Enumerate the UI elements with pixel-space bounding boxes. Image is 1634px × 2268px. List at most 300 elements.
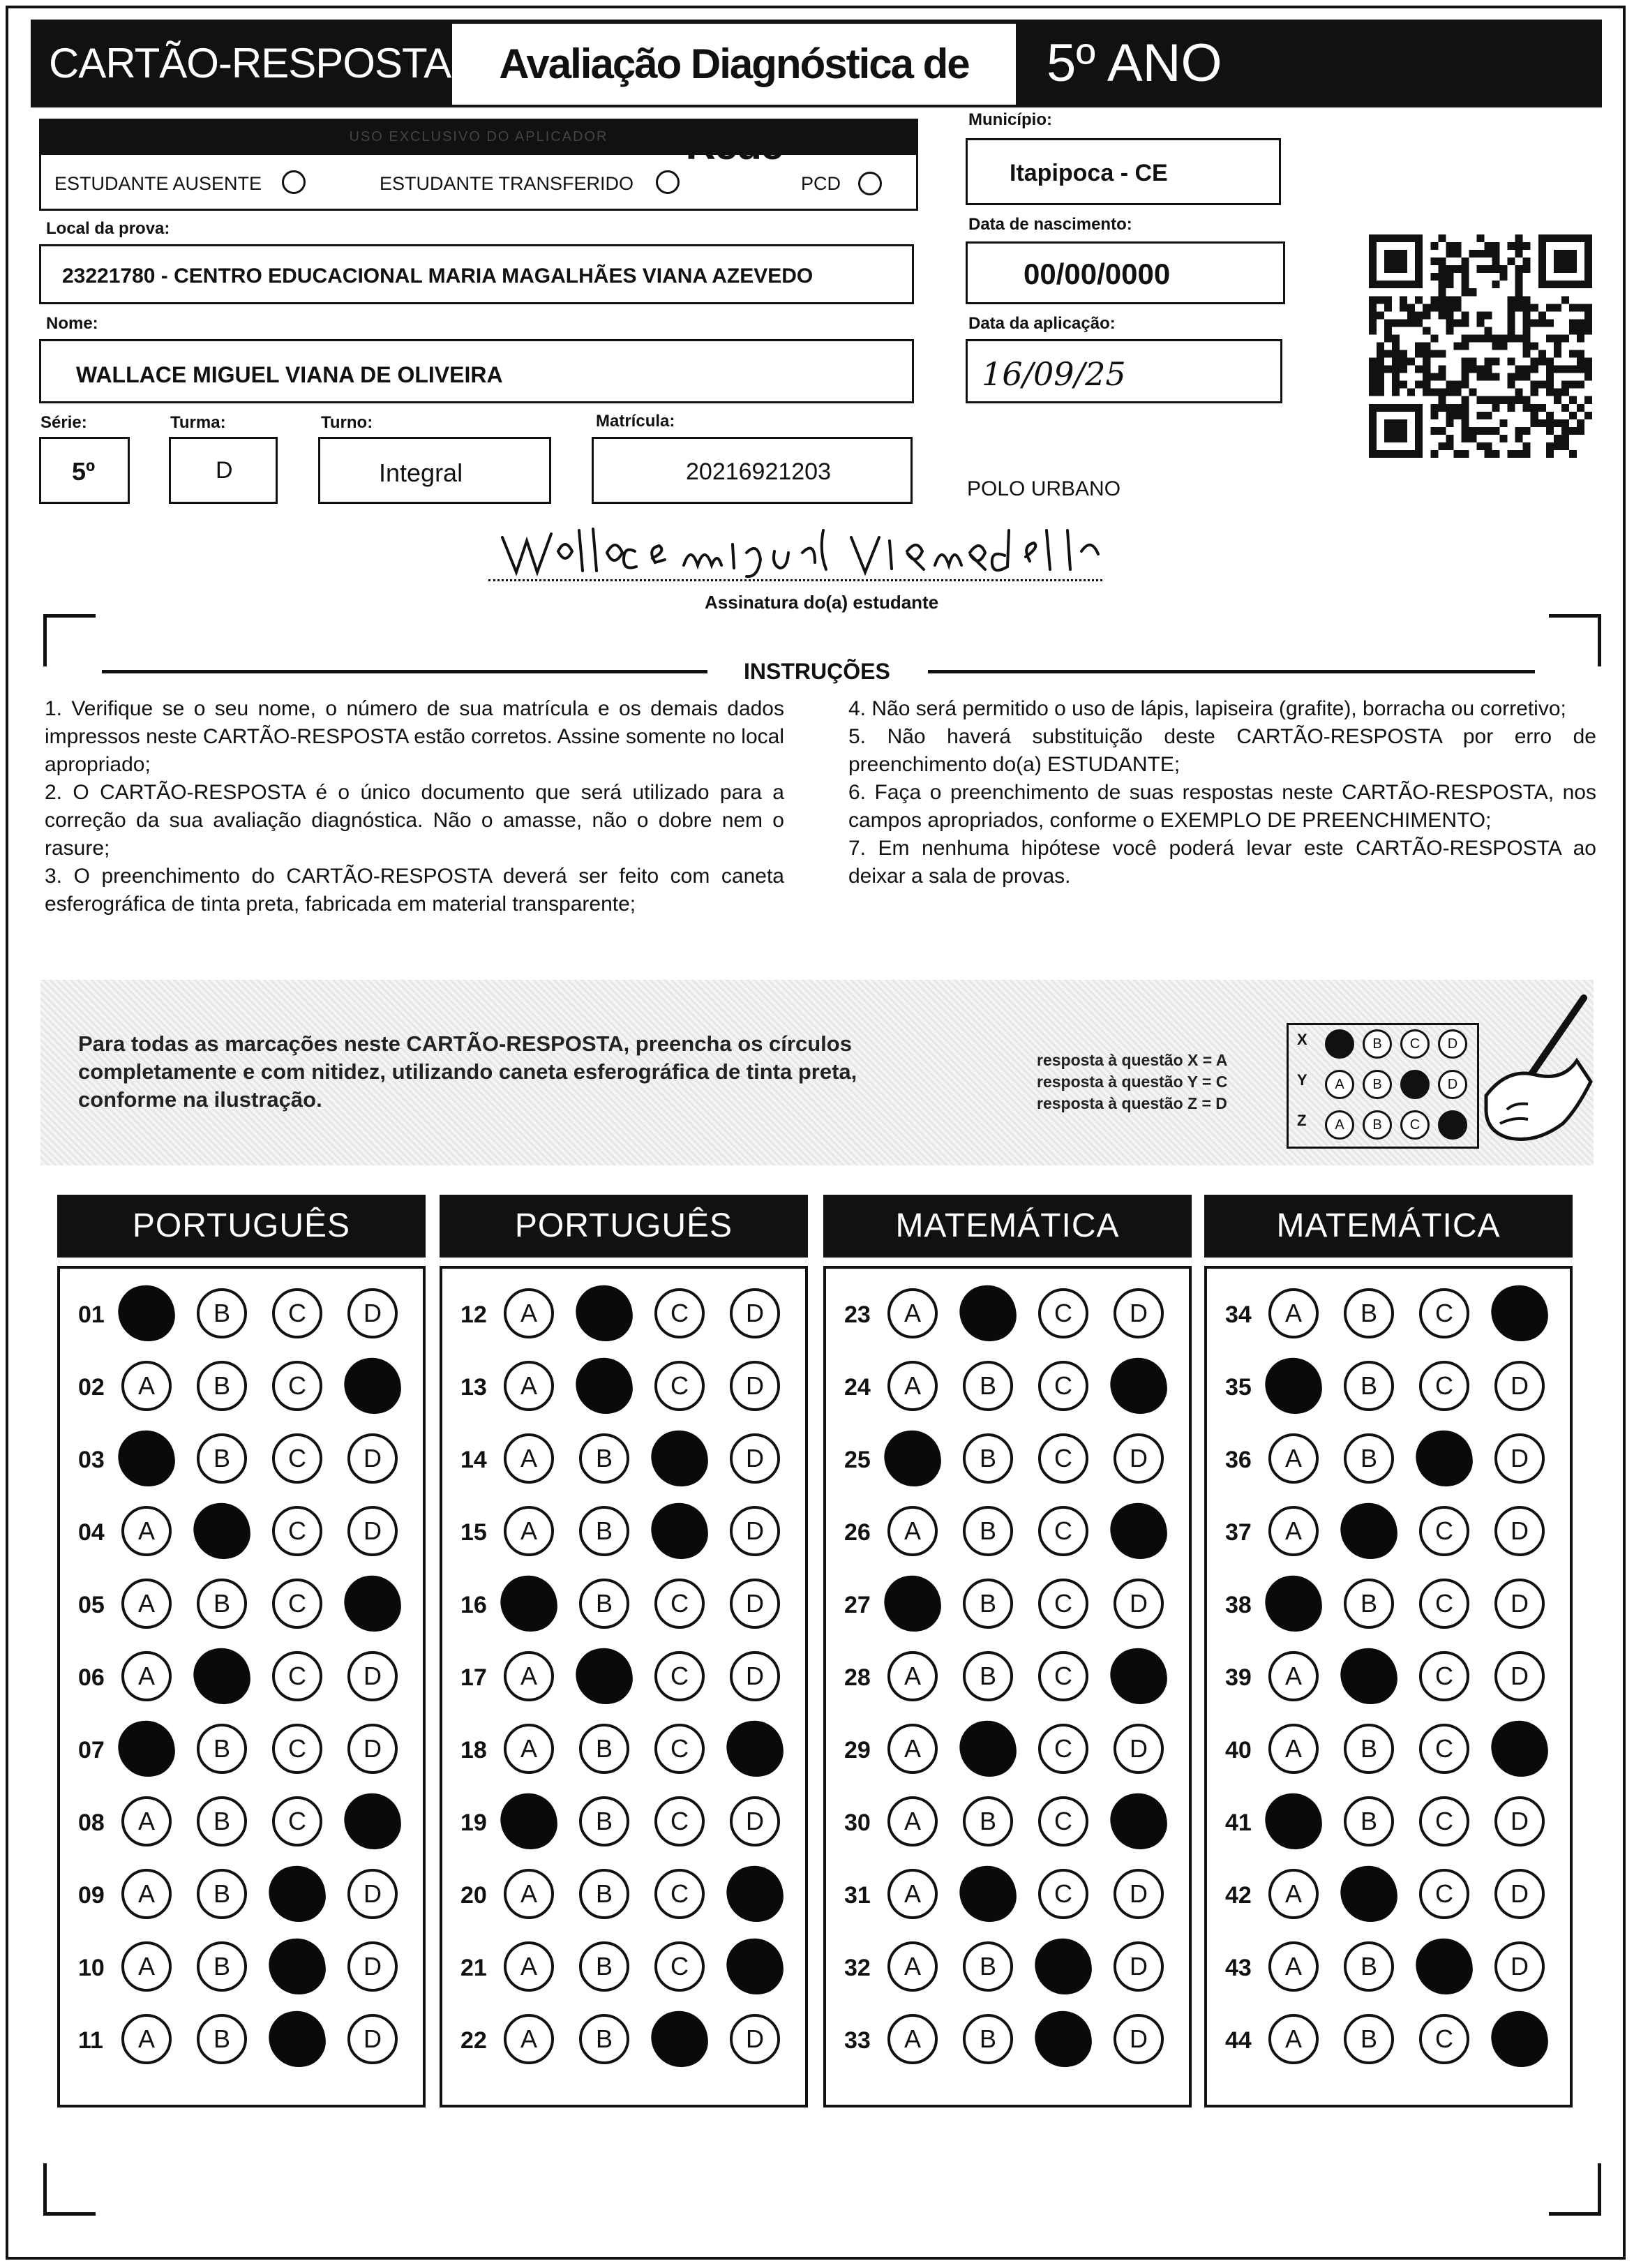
answer-bubble-a[interactable]: A [887, 1506, 938, 1556]
question-number: 37 [1225, 1519, 1252, 1546]
answer-bubble-d[interactable]: D [723, 1717, 786, 1780]
answer-bubble-c[interactable]: C [1038, 1651, 1088, 1701]
answer-bubble-c[interactable]: C [265, 1862, 329, 1925]
answer-bubble-c[interactable]: C [654, 1724, 705, 1774]
nome-label: Nome: [46, 314, 98, 333]
answer-bubble-c[interactable]: C [1419, 1506, 1469, 1556]
question-row [78, 2011, 406, 2070]
answer-bubble-b[interactable]: B [963, 1941, 1013, 1992]
corner-mark-bottom-left [43, 2163, 96, 2216]
answer-bubble-c[interactable]: C [654, 1941, 705, 1992]
answer-bubble-a[interactable]: A [504, 1724, 554, 1774]
answer-bubble-a[interactable]: A [504, 1288, 554, 1338]
answer-bubble-d[interactable]: D [730, 2014, 780, 2064]
reserved-label: USO EXCLUSIVO DO APLICADOR [39, 119, 918, 155]
local-field: 23221780 - CENTRO EDUCACIONAL MARIA MAGALHÃES VIANA AZEVEDO [39, 244, 914, 304]
question-number: 42 [1225, 1882, 1252, 1909]
answer-bubble-a[interactable]: A [887, 1869, 938, 1919]
question-number: 11 [78, 2027, 103, 2054]
question-number: 15 [460, 1519, 487, 1546]
answer-bubble-d[interactable]: D [1494, 1869, 1545, 1919]
answer-bubble-b[interactable]: B [579, 1941, 629, 1992]
answer-bubble-d[interactable]: D [347, 1506, 398, 1556]
answer-bubble-b[interactable]: B [956, 1862, 1019, 1925]
answer-bubble-a[interactable]: A [880, 1572, 944, 1635]
question-row [1225, 1503, 1553, 1562]
question-number: 12 [460, 1301, 487, 1328]
example-row-label: Y [1297, 1071, 1307, 1089]
question-number: 05 [78, 1592, 105, 1618]
answer-bubble-c[interactable]: C [1038, 1796, 1088, 1847]
answer-bubble-d[interactable]: D [723, 1862, 786, 1925]
answer-bubble-b[interactable]: B [572, 1644, 636, 1708]
question-number: 39 [1225, 1664, 1252, 1691]
example-bubble: A [1325, 1110, 1354, 1140]
answer-bubble-d[interactable]: D [730, 1651, 780, 1701]
answer-bubble-b[interactable]: B [579, 2014, 629, 2064]
qr-code [1369, 234, 1592, 458]
answer-bubble-d[interactable]: D [730, 1361, 780, 1411]
instructions-left [45, 695, 784, 918]
answer-bubble-b[interactable]: B [572, 1281, 636, 1345]
answer-bubble-d[interactable]: D [1114, 1433, 1164, 1484]
answer-bubble-d[interactable]: D [1114, 1579, 1164, 1629]
answer-bubble-a[interactable]: A [1268, 1941, 1319, 1992]
instruction-item: 6. Faça o preenchimento de suas respostas neste CARTÃO-RESPOSTA, nos campos apropriados, conforme o EXEMPLO DE PREENCHIMENTO; [848, 781, 1596, 832]
question-number: 02 [78, 1374, 105, 1401]
example-legend [1037, 1050, 1227, 1114]
answer-bubble-b[interactable]: B [197, 1796, 247, 1847]
question-row [460, 1648, 788, 1707]
answer-bubble-a[interactable]: A [114, 1281, 178, 1345]
question-row [1225, 1793, 1553, 1852]
answer-bubble-a[interactable]: A [887, 1941, 938, 1992]
answer-bubble-c[interactable]: C [272, 1288, 322, 1338]
answer-bubble-a[interactable]: A [121, 1579, 172, 1629]
question-row [78, 1358, 406, 1417]
answer-bubble-b[interactable]: B [1337, 1862, 1400, 1925]
corner-mark-bottom-right [1549, 2163, 1601, 2216]
answer-column-3 [823, 1266, 1192, 2107]
instruction-item: 4. Não será permitido o uso de lápis, lapiseira (grafite), borracha ou corretivo; [848, 697, 1566, 720]
answer-bubble-a[interactable]: A [504, 1869, 554, 1919]
answer-bubble-b[interactable]: B [197, 2014, 247, 2064]
answer-bubble-d[interactable]: D [347, 1433, 398, 1484]
answer-bubble-a[interactable]: A [1268, 1288, 1319, 1338]
answer-bubble-b[interactable]: B [963, 1433, 1013, 1484]
answer-bubble-d[interactable]: D [347, 1869, 398, 1919]
question-number: 04 [78, 1519, 105, 1546]
answer-bubble-b[interactable]: B [963, 2014, 1013, 2064]
question-number: 34 [1225, 1301, 1252, 1328]
answer-bubble-c[interactable]: C [1419, 1869, 1469, 1919]
example-grid [1287, 1023, 1479, 1149]
question-number: 18 [460, 1737, 487, 1763]
answer-bubble-d[interactable]: D [347, 2014, 398, 2064]
example-bubble: A [1325, 1029, 1354, 1059]
question-number: 38 [1225, 1592, 1252, 1618]
answer-bubble-c[interactable]: C [1031, 1934, 1095, 1998]
question-number: 13 [460, 1374, 487, 1401]
answer-bubble-b[interactable]: B [197, 1579, 247, 1629]
turma-field: D [169, 437, 278, 504]
answer-bubble-a[interactable]: A [1261, 1354, 1325, 1417]
answer-bubble-c[interactable]: C [272, 1796, 322, 1847]
question-row [844, 1866, 1172, 1925]
answer-bubble-c[interactable]: C [1038, 1288, 1088, 1338]
answer-bubble-c[interactable]: C [1419, 1796, 1469, 1847]
answer-bubble-a[interactable]: A [887, 1796, 938, 1847]
answer-bubble-d[interactable]: D [1494, 1579, 1545, 1629]
turno-field: Integral [318, 437, 551, 504]
answer-bubble-b[interactable]: B [1344, 1433, 1394, 1484]
answer-bubble-a[interactable]: A [887, 1288, 938, 1338]
question-row [78, 1866, 406, 1925]
answer-bubble-a[interactable]: A [1268, 2014, 1319, 2064]
answer-bubble-d[interactable]: D [1487, 1717, 1551, 1780]
answer-bubble-b[interactable]: B [579, 1433, 629, 1484]
answer-bubble-b[interactable]: B [579, 1869, 629, 1919]
question-number: 33 [844, 2027, 871, 2054]
question-number: 26 [844, 1519, 871, 1546]
instruction-item: 3. O preenchimento do CARTÃO-RESPOSTA deverá ser feito com caneta esferográfica de tinta preta, fabricada em material transparente; [45, 865, 784, 916]
answer-bubble-c[interactable]: C [272, 1724, 322, 1774]
nascimento-label: Data de nascimento: [968, 215, 1132, 234]
answer-bubble-c[interactable]: C [654, 1651, 705, 1701]
nome-field: WALLACE MIGUEL VIANA DE OLIVEIRA [39, 339, 914, 403]
answer-bubble-b[interactable]: B [197, 1361, 247, 1411]
answer-bubble-b[interactable]: B [1344, 1579, 1394, 1629]
answer-bubble-d[interactable]: D [1494, 1796, 1545, 1847]
question-row [844, 1939, 1172, 1997]
answer-column-4 [1204, 1266, 1573, 2107]
question-number: 22 [460, 2027, 487, 2054]
answer-bubble-b[interactable]: B [1344, 1724, 1394, 1774]
answer-bubble-d[interactable]: D [347, 1651, 398, 1701]
answer-bubble-d[interactable]: D [1494, 1506, 1545, 1556]
answer-bubble-a[interactable]: A [1261, 1572, 1325, 1635]
turno-label: Turno: [321, 413, 373, 432]
question-number: 44 [1225, 2027, 1252, 2054]
question-number: 41 [1225, 1810, 1252, 1836]
column-header-matematica-1: MATEMÁTICA [823, 1195, 1192, 1258]
answer-bubble-c[interactable]: C [272, 1651, 322, 1701]
answer-bubble-b[interactable]: B [197, 1869, 247, 1919]
answer-bubble-a[interactable]: A [504, 1433, 554, 1484]
answer-bubble-c[interactable]: C [654, 1288, 705, 1338]
corner-mark-top-left [43, 614, 96, 666]
aplicacao-field: 16/09/25 [966, 339, 1282, 403]
answer-column-2 [440, 1266, 808, 2107]
answer-bubble-c[interactable]: C [1419, 1724, 1469, 1774]
municipio-field: Itapipoca - CE [966, 138, 1281, 205]
question-number: 06 [78, 1664, 105, 1691]
example-bubble: C [1400, 1029, 1430, 1059]
question-row [1225, 1285, 1553, 1344]
question-row [460, 1576, 788, 1634]
answer-bubble-c[interactable]: C [1419, 1288, 1469, 1338]
question-number: 30 [844, 1810, 871, 1836]
sheet-title: CARTÃO-RESPOSTA [49, 40, 451, 87]
polo-label: POLO URBANO [967, 477, 1121, 500]
question-row [1225, 1576, 1553, 1634]
answer-bubble-d[interactable]: D [340, 1572, 404, 1635]
answer-bubble-a[interactable]: A [121, 1506, 172, 1556]
question-row [1225, 1648, 1553, 1707]
pcd-bubble[interactable] [858, 172, 882, 195]
question-number: 31 [844, 1882, 871, 1909]
answer-bubble-c[interactable]: C [1038, 1869, 1088, 1919]
example-bubble: C [1400, 1070, 1430, 1099]
question-number: 29 [844, 1737, 871, 1763]
answer-bubble-a[interactable]: A [887, 1361, 938, 1411]
answer-bubble-b[interactable]: B [197, 1288, 247, 1338]
question-row [78, 1431, 406, 1489]
answer-bubble-a[interactable]: A [114, 1426, 178, 1490]
answer-bubble-b[interactable]: B [956, 1717, 1019, 1780]
answer-bubble-d[interactable]: D [1114, 1941, 1164, 1992]
answer-bubble-c[interactable]: C [1419, 1361, 1469, 1411]
nascimento-field: 00/00/0000 [966, 241, 1285, 304]
pcd-label: PCD [801, 173, 841, 194]
answer-bubble-d[interactable]: D [1494, 1651, 1545, 1701]
answer-bubble-b[interactable]: B [963, 1361, 1013, 1411]
answer-bubble-d[interactable]: D [730, 1433, 780, 1484]
question-number: 07 [78, 1737, 105, 1763]
answer-bubble-d[interactable]: D [1114, 1724, 1164, 1774]
answer-bubble-a[interactable]: A [1261, 1789, 1325, 1853]
answer-bubble-b[interactable]: B [1344, 2014, 1394, 2064]
answer-bubble-c[interactable]: C [1412, 1934, 1476, 1998]
answer-bubble-c[interactable]: C [654, 1796, 705, 1847]
question-number: 09 [78, 1882, 105, 1909]
answer-bubble-b[interactable]: B [1344, 1941, 1394, 1992]
answer-bubble-a[interactable]: A [497, 1572, 560, 1635]
signature-line [488, 579, 1102, 581]
answer-bubble-b[interactable]: B [579, 1506, 629, 1556]
question-row [78, 1721, 406, 1780]
serie-field: 5º [39, 437, 130, 504]
answer-bubble-a[interactable]: A [121, 1361, 172, 1411]
answer-bubble-a[interactable]: A [887, 2014, 938, 2064]
example-instruction: Para todas as marcações neste CARTÃO-RESPOSTA, preencha os círculos completamente e com nitidez, utilizando caneta esferográfica de tinta preta, conforme na ilustração. [78, 1031, 857, 1112]
answer-bubble-d[interactable]: D [730, 1506, 780, 1556]
answer-bubble-b[interactable]: B [1344, 1361, 1394, 1411]
answer-bubble-b[interactable]: B [1337, 1644, 1400, 1708]
answer-bubble-c[interactable]: C [1038, 1361, 1088, 1411]
answer-bubble-a[interactable]: A [887, 1724, 938, 1774]
answer-bubble-d[interactable]: D [347, 1724, 398, 1774]
answer-bubble-d[interactable]: D [1494, 1361, 1545, 1411]
instructions-right [848, 695, 1596, 890]
answer-bubble-c[interactable]: C [1038, 1506, 1088, 1556]
answer-bubble-d[interactable]: D [730, 1288, 780, 1338]
column-header-portugues-2: PORTUGUÊS [440, 1195, 808, 1258]
answer-bubble-b[interactable]: B [190, 1644, 253, 1708]
answer-bubble-c[interactable]: C [272, 1361, 322, 1411]
answer-bubble-a[interactable]: A [114, 1717, 178, 1780]
answer-bubble-d[interactable]: D [723, 1934, 786, 1998]
answer-bubble-a[interactable]: A [1268, 1651, 1319, 1701]
answer-bubble-b[interactable]: B [963, 1796, 1013, 1847]
question-row [460, 1866, 788, 1925]
example-legend-x: resposta à questão X = A [1037, 1051, 1228, 1069]
instruction-item: 1. Verifique se o seu nome, o número de sua matrícula e os demais dados impressos neste CARTÃO-RESPOSTA estão corretos. Assine somente no local apropriado; [45, 697, 784, 776]
column-header-portugues-1: PORTUGUÊS [57, 1195, 426, 1258]
answer-bubble-c[interactable]: C [1038, 1724, 1088, 1774]
question-row [844, 1285, 1172, 1344]
answer-bubble-b[interactable]: B [963, 1579, 1013, 1629]
answer-bubble-b[interactable]: B [579, 1796, 629, 1847]
answer-bubble-c[interactable]: C [272, 1433, 322, 1484]
answer-bubble-c[interactable]: C [654, 1869, 705, 1919]
answer-bubble-c[interactable]: C [647, 1499, 711, 1562]
answer-bubble-d[interactable]: D [347, 1941, 398, 1992]
answer-bubble-b[interactable]: B [197, 1724, 247, 1774]
student-signature [488, 509, 1102, 586]
answer-bubble-a[interactable]: A [121, 1869, 172, 1919]
question-number: 20 [460, 1882, 487, 1909]
answer-bubble-a[interactable]: A [880, 1426, 944, 1490]
answer-bubble-d[interactable]: D [1107, 1354, 1170, 1417]
question-row [460, 1285, 788, 1344]
answer-bubble-a[interactable]: A [121, 1941, 172, 1992]
question-row [844, 2011, 1172, 2070]
question-row [844, 1648, 1172, 1707]
question-number: 43 [1225, 1955, 1252, 1981]
answer-bubble-b[interactable]: B [1344, 1796, 1394, 1847]
answer-bubble-a[interactable]: A [121, 1796, 172, 1847]
answer-bubble-a[interactable]: A [504, 1651, 554, 1701]
answer-bubble-b[interactable]: B [1337, 1499, 1400, 1562]
answer-bubble-a[interactable]: A [504, 1941, 554, 1992]
answer-bubble-d[interactable]: D [730, 1579, 780, 1629]
question-row [1225, 1939, 1553, 1997]
answer-bubble-b[interactable]: B [190, 1499, 253, 1562]
question-row [844, 1576, 1172, 1634]
answer-bubble-b[interactable]: B [572, 1354, 636, 1417]
corner-mark-top-right [1549, 614, 1601, 666]
answer-bubble-b[interactable]: B [963, 1506, 1013, 1556]
answer-bubble-d[interactable]: D [1487, 2007, 1551, 2071]
example-bubble: D [1438, 1110, 1467, 1140]
question-number: 21 [460, 1955, 487, 1981]
answer-bubble-c[interactable]: C [265, 2007, 329, 2071]
question-number: 25 [844, 1447, 871, 1473]
question-row [460, 1503, 788, 1562]
answer-bubble-d[interactable]: D [347, 1288, 398, 1338]
answer-bubble-b[interactable]: B [579, 1579, 629, 1629]
question-row [844, 1721, 1172, 1780]
answer-bubble-b[interactable]: B [1344, 1288, 1394, 1338]
answer-bubble-a[interactable]: A [121, 1651, 172, 1701]
transferred-label: ESTUDANTE TRANSFERIDO [380, 173, 634, 194]
answer-bubble-d[interactable]: D [1487, 1281, 1551, 1345]
answer-bubble-c[interactable]: C [272, 1579, 322, 1629]
absent-bubble[interactable] [282, 170, 306, 194]
answer-bubble-d[interactable]: D [1107, 1644, 1170, 1708]
question-number: 36 [1225, 1447, 1252, 1473]
matricula-field: 20216921203 [592, 437, 913, 504]
answer-bubble-c[interactable]: C [1412, 1426, 1476, 1490]
answer-bubble-a[interactable]: A [504, 1506, 554, 1556]
question-number: 19 [460, 1810, 487, 1836]
answer-bubble-d[interactable]: D [1114, 1869, 1164, 1919]
municipio-label: Município: [968, 110, 1052, 129]
question-row [78, 1648, 406, 1707]
answer-bubble-c[interactable]: C [647, 2007, 711, 2071]
answer-bubble-a[interactable]: A [1268, 1433, 1319, 1484]
answer-bubble-d[interactable]: D [1114, 1288, 1164, 1338]
answer-bubble-a[interactable]: A [504, 2014, 554, 2064]
answer-bubble-c[interactable]: C [1419, 1651, 1469, 1701]
example-bubble: B [1363, 1029, 1392, 1059]
answer-bubble-d[interactable]: D [730, 1796, 780, 1847]
answer-bubble-a[interactable]: A [1268, 1724, 1319, 1774]
instructions-rule-left [102, 670, 707, 673]
matricula-label: Matrícula: [596, 412, 675, 431]
answer-bubble-c[interactable]: C [272, 1506, 322, 1556]
answer-bubble-d[interactable]: D [1107, 1499, 1170, 1562]
example-bubble: B [1363, 1110, 1392, 1140]
question-number: 16 [460, 1592, 487, 1618]
question-number: 32 [844, 1955, 871, 1981]
answer-bubble-c[interactable]: C [654, 1579, 705, 1629]
question-number: 23 [844, 1301, 871, 1328]
answer-bubble-c[interactable]: C [1031, 2007, 1095, 2071]
answer-bubble-a[interactable]: A [1268, 1506, 1319, 1556]
question-row [844, 1431, 1172, 1489]
example-bubble: A [1325, 1070, 1354, 1099]
question-row [844, 1793, 1172, 1852]
serie-label: Série: [40, 413, 87, 432]
answer-bubble-c[interactable]: C [654, 1361, 705, 1411]
transferred-bubble[interactable] [656, 170, 680, 194]
answer-bubble-a[interactable]: A [1268, 1869, 1319, 1919]
answer-bubble-c[interactable]: C [1038, 1579, 1088, 1629]
answer-bubble-c[interactable]: C [647, 1426, 711, 1490]
answer-bubble-a[interactable]: A [887, 1651, 938, 1701]
example-legend-z: resposta à questão Z = D [1037, 1094, 1227, 1112]
answer-bubble-b[interactable]: B [579, 1724, 629, 1774]
answer-bubble-d[interactable]: D [1114, 2014, 1164, 2064]
question-row [460, 1939, 788, 1997]
answer-bubble-c[interactable]: C [1419, 2014, 1469, 2064]
instruction-item: 5. Não haverá substituição deste CARTÃO-RESPOSTA por erro de preenchimento do(a) ESTUDANTE; [848, 725, 1596, 776]
answer-bubble-d[interactable]: D [1494, 1941, 1545, 1992]
answer-bubble-a[interactable]: A [497, 1789, 560, 1853]
answer-bubble-d[interactable]: D [1494, 1433, 1545, 1484]
answer-bubble-a[interactable]: A [121, 2014, 172, 2064]
answer-bubble-b[interactable]: B [197, 1941, 247, 1992]
answer-bubble-b[interactable]: B [963, 1651, 1013, 1701]
example-bubble: D [1438, 1070, 1467, 1099]
answer-bubble-c[interactable]: C [1038, 1433, 1088, 1484]
answer-bubble-c[interactable]: C [265, 1934, 329, 1998]
answer-bubble-b[interactable]: B [956, 1281, 1019, 1345]
answer-bubble-d[interactable]: D [340, 1354, 404, 1417]
answer-bubble-d[interactable]: D [1107, 1789, 1170, 1853]
answer-bubble-b[interactable]: B [197, 1433, 247, 1484]
question-row [78, 1576, 406, 1634]
answer-bubble-c[interactable]: C [1419, 1579, 1469, 1629]
absent-label: ESTUDANTE AUSENTE [54, 173, 262, 194]
example-row-label: X [1297, 1031, 1307, 1048]
question-row [78, 1939, 406, 1997]
answer-bubble-d[interactable]: D [340, 1789, 404, 1853]
question-row [1225, 2011, 1553, 2070]
answer-bubble-a[interactable]: A [504, 1361, 554, 1411]
